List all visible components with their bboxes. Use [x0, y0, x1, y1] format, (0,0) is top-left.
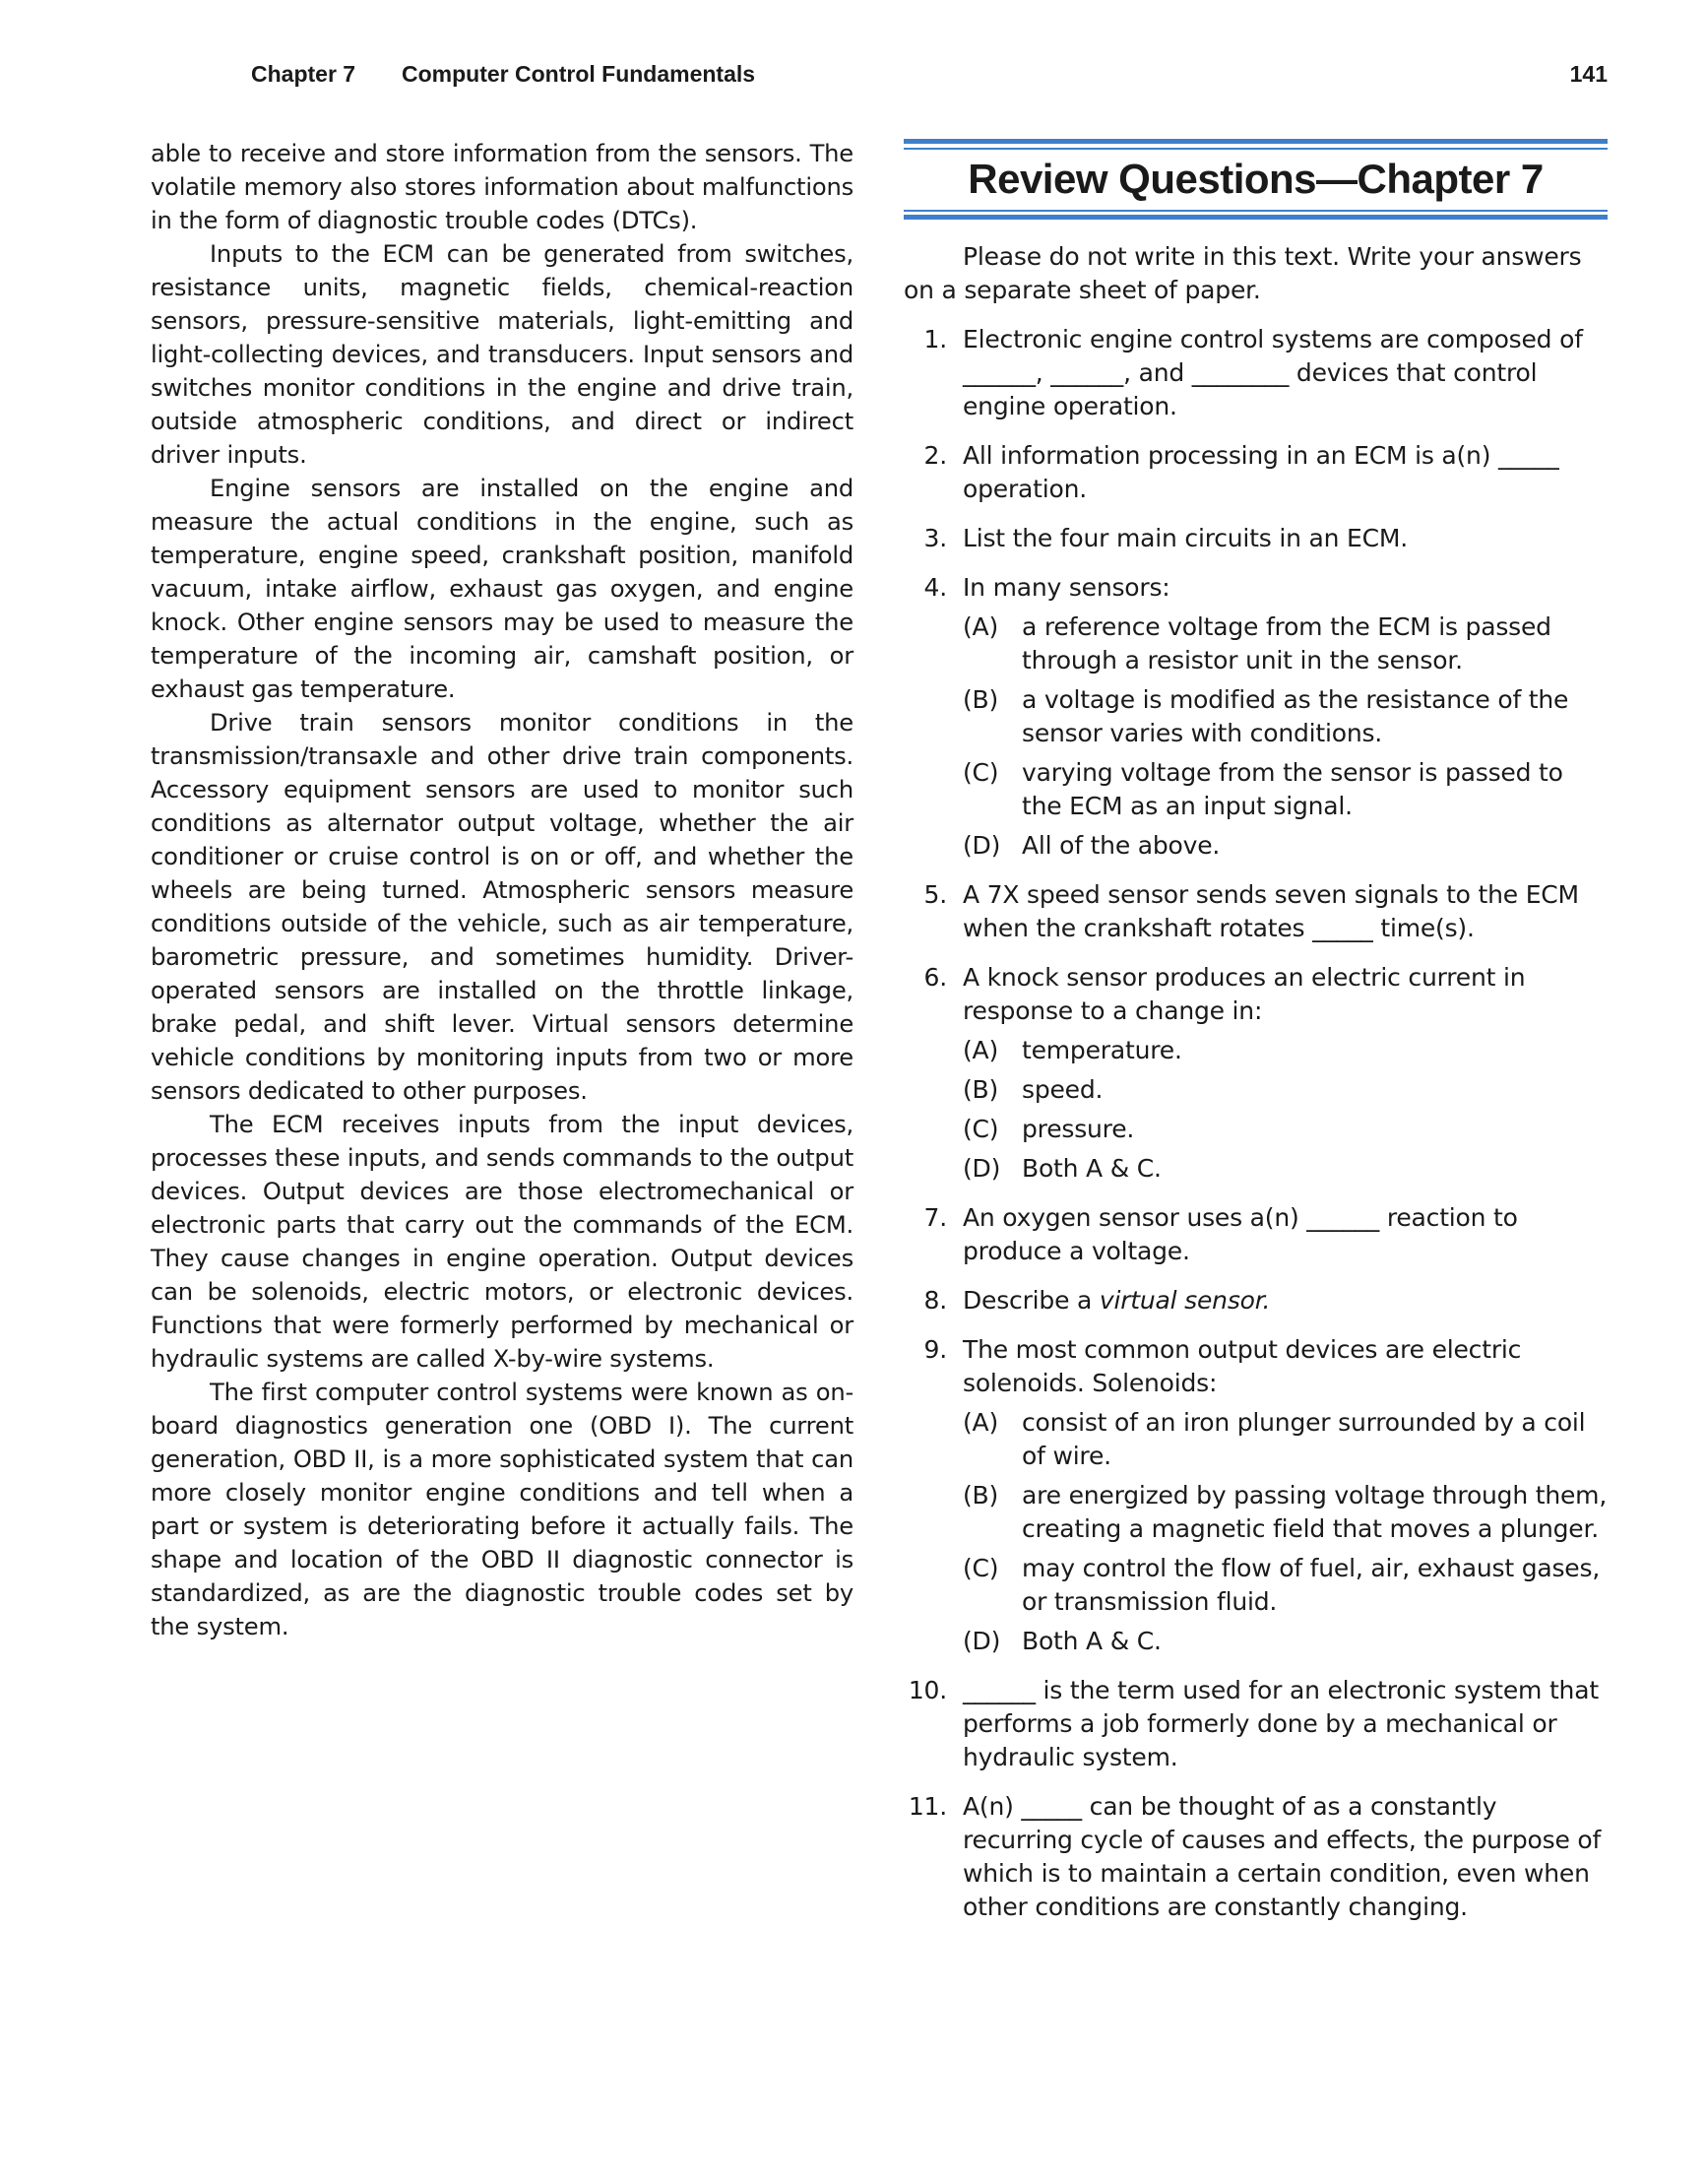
question-text-body: The most common output devices are electric solenoids. Solenoids: [963, 1335, 1522, 1397]
question-text [963, 522, 1608, 555]
question-emphasis: virtual sensor. [1099, 1286, 1271, 1315]
answer-options [963, 1406, 1608, 1658]
question-list [904, 323, 1608, 1924]
review-banner [904, 137, 1608, 221]
running-header [251, 61, 1608, 93]
review-question [904, 878, 1608, 945]
answer-option [963, 610, 1608, 677]
option-label: (B) [963, 1481, 999, 1510]
review-question [904, 961, 1608, 1186]
option-text: pressure. [1022, 1115, 1135, 1143]
option-label: (C) [963, 1554, 999, 1582]
body-paragraph: Inputs to the ECM can be generated from switches, resistance units, magnetic fields, chemical-reaction sensors, pressure-sensitive materials, light-emitting and light-collecting devices, and transducers. Input sensors and switches monitor conditions in the engine and drive train, outside atmospheric conditions, and direct or indirect driver inputs. [151, 240, 853, 469]
option-text: varying voltage from the sensor is passed to the ECM as an input signal. [1022, 758, 1563, 820]
review-title: Review Questions—Chapter 7 [968, 156, 1544, 202]
review-questions-section [904, 137, 1608, 1940]
question-text-body: In many sensors: [963, 573, 1170, 602]
review-question [904, 1333, 1608, 1658]
option-label: (A) [963, 612, 999, 641]
option-label: (C) [963, 758, 999, 787]
body-paragraph: able to receive and store information from the sensors. The volatile memory also stores information about malfunctions in the form of diagnostic trouble codes (DTCs). [151, 140, 853, 234]
question-text [963, 1674, 1608, 1774]
option-label: (D) [963, 1627, 1001, 1655]
question-number: 2. [923, 441, 947, 470]
banner-rule-bottom-thin [904, 210, 1608, 212]
body-paragraph: Engine sensors are installed on the engine and measure the actual conditions in the engine, such as temperature, engine speed, crankshaft position, manifold vacuum, intake airflow, exhaust gas oxygen, and engine knock. Other engine sensors may be used to measure the temperature of the incoming air, camshaft position, or exhaust gas temperature. [151, 475, 853, 703]
review-question [904, 1201, 1608, 1268]
question-text-body: A knock sensor produces an electric current in response to a change in: [963, 963, 1526, 1025]
option-text: are energized by passing voltage through them, creating a magnetic field that moves a plunger. [1022, 1481, 1608, 1543]
option-text: a voltage is modified as the resistance of the sensor varies with conditions. [1022, 685, 1569, 747]
option-text: Both A & C. [1022, 1154, 1162, 1183]
option-label: (B) [963, 685, 999, 714]
question-text-body: All information processing in an ECM is a(n) _____ operation. [963, 441, 1559, 503]
question-text-body: A 7X speed sensor sends seven signals to the ECM when the crankshaft rotates _____ time(s). [963, 880, 1579, 942]
answer-option [963, 829, 1608, 863]
review-question [904, 571, 1608, 863]
option-text: temperature. [1022, 1036, 1182, 1064]
question-number: 9. [923, 1335, 947, 1364]
answer-option [963, 1479, 1608, 1546]
header-title: Computer Control Fundamentals [402, 61, 756, 87]
answer-option [963, 1073, 1608, 1107]
body-text-column [151, 137, 853, 1643]
header-chapter: Chapter 7 [251, 61, 356, 87]
review-question [904, 1790, 1608, 1924]
answer-option [963, 683, 1608, 750]
answer-option [963, 1552, 1608, 1619]
page-number: 141 [1569, 61, 1608, 87]
review-question [904, 1674, 1608, 1774]
option-label: (C) [963, 1115, 999, 1143]
question-text [963, 1284, 1608, 1317]
question-number: 1. [923, 325, 947, 353]
body-paragraph: The ECM receives inputs from the input devices, processes these inputs, and sends commands to the output devices. Output devices are those electromechanical or electronic parts that carry out the commands of the ECM. They cause changes in engine operation. Output devices can be solenoids, electric motors, or electronic devices. Functions that were formerly performed by mechanical or hydraulic systems are called X-by-wire systems. [151, 1111, 853, 1373]
review-question [904, 323, 1608, 423]
question-text [963, 1790, 1608, 1924]
review-question [904, 439, 1608, 506]
question-text [963, 1201, 1608, 1268]
question-text [963, 571, 1608, 605]
option-text: All of the above. [1022, 831, 1221, 860]
option-label: (D) [963, 831, 1001, 860]
option-label: (D) [963, 1154, 1001, 1183]
body-paragraph: The first computer control systems were known as on-board diagnostics generation one (OBD I). The current generation, OBD II, is a more sophisticated system that can more closely monitor engine conditions and tell when a part or system is deteriorating before it actually fails. The shape and location of the OBD II diagnostic connector is standardized, as are the diagnostic trouble codes set by the system. [151, 1379, 853, 1640]
option-text: a reference voltage from the ECM is passed through a resistor unit in the sensor. [1022, 612, 1551, 674]
option-label: (B) [963, 1075, 999, 1104]
answer-option [963, 1406, 1608, 1473]
question-text-body: List the four main circuits in an ECM. [963, 524, 1408, 552]
question-text-body: Electronic engine control systems are composed of ______, ______, and ________ devices that control engine operation. [963, 325, 1583, 420]
review-instructions: Please do not write in this text. Write your answers on a separate sheet of paper. [904, 242, 1582, 304]
answer-option [963, 756, 1608, 823]
question-text [963, 878, 1608, 945]
option-label: (A) [963, 1036, 999, 1064]
banner-rule-top-thin [904, 148, 1608, 150]
question-text-body: ______ is the term used for an electronic system that performs a job formerly done by a mechanical or hydraulic system. [963, 1676, 1599, 1771]
question-number: 8. [923, 1286, 947, 1315]
question-text-body: Describe a [963, 1286, 1100, 1315]
review-question [904, 1284, 1608, 1317]
answer-option [963, 1625, 1608, 1658]
body-paragraph: Drive train sensors monitor conditions in the transmission/transaxle and other drive train components. Accessory equipment sensors are used to monitor such conditions as alternator output voltage, whether the air conditioner or cruise control is on or off, and whether the wheels are being turned. Atmospheric sensors measure conditions outside of the vehicle, such as air temperature, barometric pressure, and sometimes humidity. Driver-operated sensors are installed on the throttle linkage, brake pedal, and shift lever. Virtual sensors determine vehicle conditions by monitoring inputs from two or more sensors dedicated to other purposes. [151, 709, 853, 1105]
question-number: 5. [923, 880, 947, 909]
answer-options [963, 610, 1608, 863]
answer-option [963, 1152, 1608, 1186]
review-question [904, 522, 1608, 555]
question-number: 10. [908, 1676, 947, 1704]
question-number: 11. [908, 1792, 947, 1821]
question-number: 3. [923, 524, 947, 552]
question-number: 7. [923, 1203, 947, 1232]
banner-rule-top-thick [904, 139, 1608, 144]
question-text [963, 439, 1608, 506]
question-text [963, 1333, 1608, 1400]
option-text: speed. [1022, 1075, 1104, 1104]
question-text-body: An oxygen sensor uses a(n) ______ reaction to produce a voltage. [963, 1203, 1518, 1265]
question-text-body: A(n) _____ can be thought of as a constantly recurring cycle of causes and effects, the purpose of which is to maintain a certain condition, even when other conditions are constantly changing. [963, 1792, 1602, 1921]
question-number: 4. [923, 573, 947, 602]
question-text [963, 323, 1608, 423]
answer-option [963, 1034, 1608, 1067]
option-text: Both A & C. [1022, 1627, 1162, 1655]
option-text: may control the flow of fuel, air, exhaust gases, or transmission fluid. [1022, 1554, 1601, 1616]
answer-option [963, 1113, 1608, 1146]
question-number: 6. [923, 963, 947, 992]
question-text [963, 961, 1608, 1028]
answer-options [963, 1034, 1608, 1186]
banner-rule-bottom-thick [904, 215, 1608, 220]
option-label: (A) [963, 1408, 999, 1437]
option-text: consist of an iron plunger surrounded by a coil of wire. [1022, 1408, 1586, 1470]
